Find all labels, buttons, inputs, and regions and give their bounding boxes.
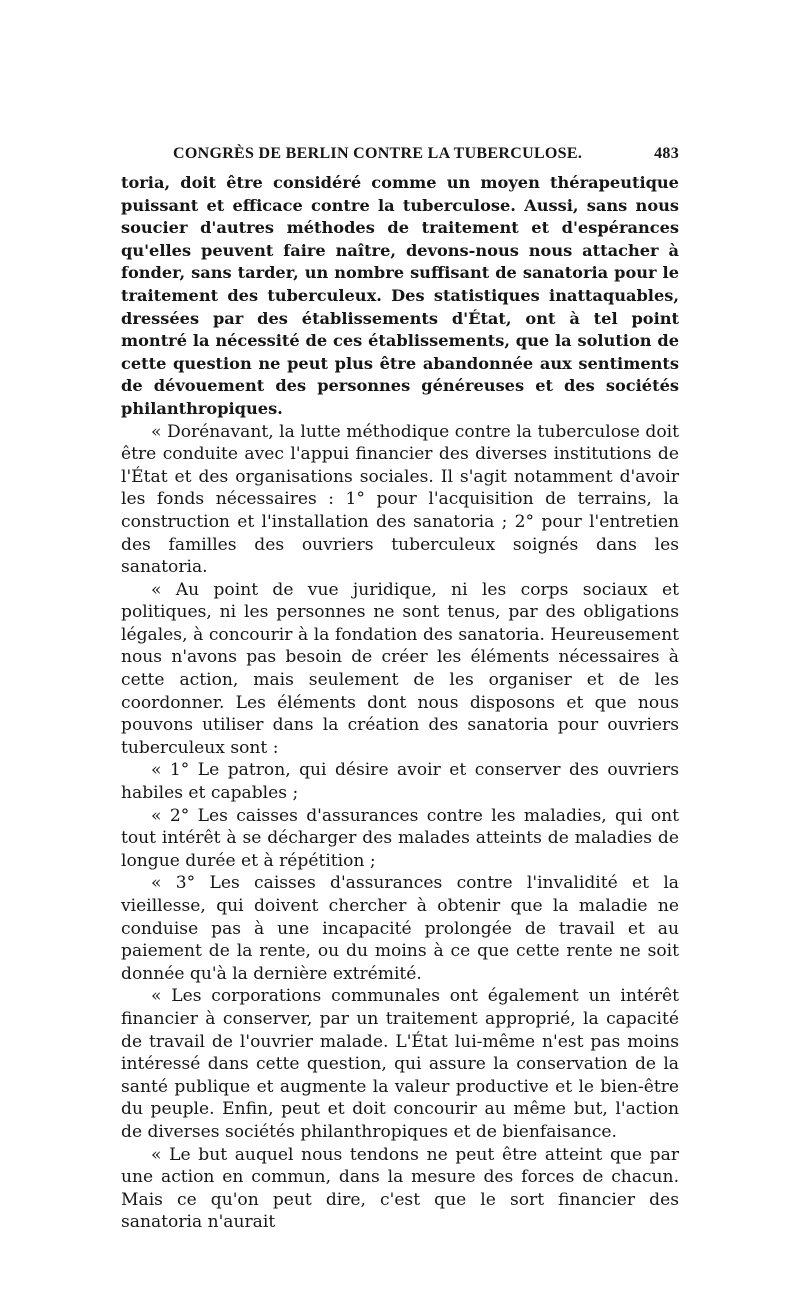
- page-number: 483: [654, 145, 679, 162]
- running-head: [121, 141, 679, 167]
- paragraph-funding: « Dorénavant, la lutte méthodique contre la tuberculose doit être conduite avec l'appui financier des diverses institutions de l'État et des organisations sociales. Il s'agit notamment d'avoir les fonds nécessaires : 1° pour l'acquisition de terrains, la construction et l'installation des sanatoria ; 2° pour l'entretien des familles des ouvriers tuberculeux soignés dans les sanatoria.: [121, 421, 679, 578]
- paragraph-continuation: toria, doit être considéré comme un moyen thérapeutique puissant et efficace contre la tuberculose. Aussi, sans nous soucier d'autres méthodes de traitement et d'espérances qu'elles peuvent faire naître, devons-nous nous attacher à fonder, sans tarder, un nombre suffisant de sanatoria pour le traitement des tuberculeux. Des statistiques inattaquables, dressées par des établissements d'État, ont à tel point montré la nécessité de ces établissements, que la solution de cette question ne peut plus être abandonnée aux sentiments de dévouement des personnes généreuses et des sociétés philanthropiques.: [121, 173, 679, 418]
- running-title: CONGRÈS DE BERLIN CONTRE LA TUBERCULOSE.: [173, 145, 583, 162]
- list-item-sickness-funds: « 2° Les caisses d'assurances contre les maladies, qui ont tout intérêt à se décharger des malades atteints de maladies de longue durée et à répétition ;: [121, 805, 679, 871]
- paragraph-legal: « Au point de vue juridique, ni les corps sociaux et politiques, ni les personnes ne sont tenus, par des obligations légales, à concourir à la fondation des sanatoria. Heureusement nous n'avons pas besoin de créer les éléments nécessaires à cette action, mais seulement de les organiser et de les coordonner. Les éléments dont nous disposons et que nous pouvons utiliser dans la création des sanatoria pour ouvriers tuberculeux sont :: [121, 579, 679, 758]
- body-text: [121, 172, 679, 1234]
- book-page: [121, 141, 679, 1234]
- paragraph-corporations: « Les corporations communales ont également un intérêt financier à conserver, par un traitement approprié, la capacité de travail de l'ouvrier malade. L'État lui-même n'est pas moins intéressé dans cette question, qui assure la conservation de la santé publique et augmente la valeur productive et le bien-être du peuple. Enfin, peut et doit concourir au même but, l'action de diverses sociétés philanthropiques et de bienfaisance.: [121, 986, 679, 1142]
- list-item-invalidity-funds: « 3° Les caisses d'assurances contre l'invalidité et la vieillesse, qui doivent chercher à obtenir que la maladie ne conduise pas à une incapacité prolongée de travail et au paiement de la rente, ou du moins à ce que cette rente ne soit donnée qu'à la dernière extrémité.: [121, 873, 679, 984]
- list-item-employer: « 1° Le patron, qui désire avoir et conserver des ouvriers habiles et capables ;: [121, 760, 679, 804]
- paragraph-common-action: « Le but auquel nous tendons ne peut être atteint que par une action en commun, dans la mesure des forces de chacun. Mais ce qu'on peut dire, c'est que le sort financier des sanatoria n'aurait: [121, 1144, 679, 1233]
